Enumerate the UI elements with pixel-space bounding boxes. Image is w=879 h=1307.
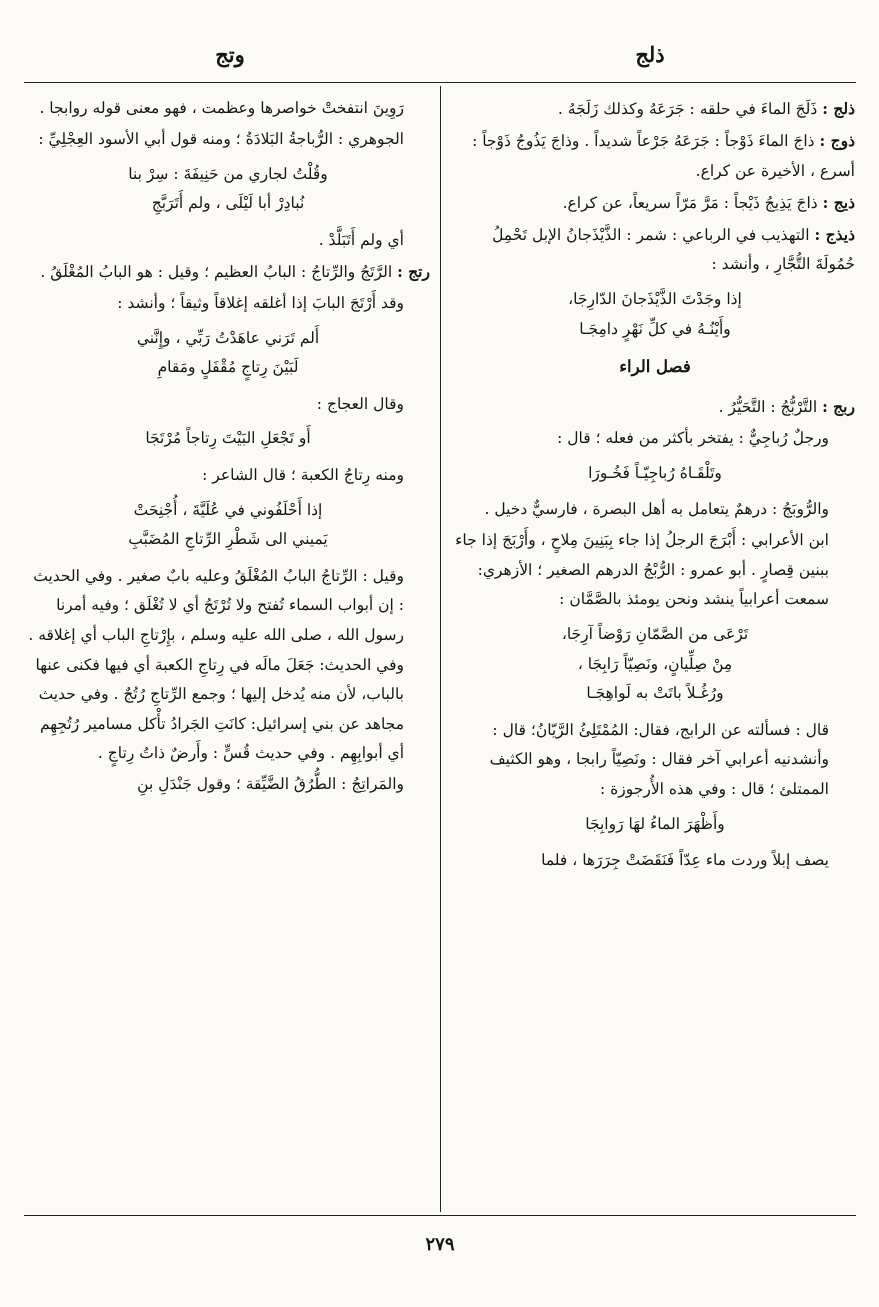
footer-rule [24,1215,856,1216]
entry-text: التَّرْبُّجُ : التَّحَيُّرُ . [718,397,818,416]
entry-text: وقال العجاج : [316,394,404,413]
verse-block [455,285,855,344]
verse-line: إذا وجَدْتَ الذَّيْذَجانَ الدّارِجَا، [568,290,742,309]
verse-line: أَلم تَرَني عاهَدْتُ رَبِّي ، وإِنَّني [136,328,320,347]
entry-text: أي ولم أَتَبَلَّدْ . [318,230,404,249]
verse-line: مِنْ صِلِّيانٍ، ونَصِيّاً رَابِجَا ، [577,654,733,673]
entry-text: يصف إبلاً وردت ماء عِدّاً فَنَقَضَتْ جِرَرَها ، فلما [541,851,829,870]
header-rule [24,82,856,83]
entry-text: التهذيب في الرباعي : شمر : الذَّيْذَجانُ الإبل تَحْمِلُ حُمُولَةَ التُّجَّارِ ، وأنشد : [492,225,855,274]
entry-paragraph [26,390,430,420]
verse-line: لَبَيْنَ رِتاجٍ مُقْفَلٍ ومَقامِ [157,358,299,377]
entry-text: ومنه رِتاجُ الكعبة ؛ قال الشاعر : [202,466,404,485]
entry-headword: ذلج : [822,99,855,118]
dictionary-entry [455,220,855,280]
verse-line: نُبادِرْ أبا لَيْلَى ، ولم أَتَرَبَّجِ [151,194,305,213]
entry-text: الجوهري : الرُّباجةُ البَلادَةُ ؛ ومنه قول أبي الأسود العِجْلِيِّ : [38,130,404,149]
entry-paragraph [26,226,430,256]
verse-block [26,324,430,383]
verse-line: وتَلْقَـاهُ رُباجِيّـاً فَخُـورَا [588,463,722,482]
entry-text: قال : فسألته عن الرابج، فقال: المُمْتَلِئُ الرَّيّانُ؛ قال : وأنشدنيه أعرابي آخر فقال : ونَصِيّاً رابجا ، وهو الكثيف الممتلئ ؛ قال : وفي هذه الأُرجوزة : [489,720,829,798]
dictionary-entry [455,188,855,219]
entry-text: ذَلَجَ الماءَ في حلقه : جَرَعَهُ وكذلك زَلَجَهُ . [557,100,818,118]
entry-text: رَوِينَ انتفختْ خواصرها وعظمت ، فهو معنى قوله روابجا . [39,99,404,117]
verse-line: وأَظْهَرَ الماءُ لهَا رَوابِجَا [585,814,725,833]
verse-block [26,496,430,555]
entry-text: الرَّتَجُ والرِّتاجُ : البابُ العظيم ؛ وقيل : هو البابُ المُغْلَقُ . [40,262,393,281]
entry-paragraph [26,125,430,155]
verse-line: وأَيْنُـهُ في كلِّ نَهْرٍ دامِجَـا [579,319,731,338]
dictionary-entry [455,94,855,125]
entry-text: ابن الأعرابي : أَبْرَجَ الرجلُ إذا جاء بِبَنِينَ مِلاحٍ ، وأَرْبَجَ إذا جاء ببنين قِصارٍ . أبو عمرو : الرُّبْجُ الدرهم الصغير ؛ الأزهري: سمعت أعرابياً ينشد ونحن يومئذ بالصَّمَّان : [455,531,829,609]
entry-text: ذاجَ الماءَ ذَوْجاً : جَرَعَهُ جَرْعاً شديداً . وذاجَ يَذُوجُ ذَوْجاً : أسرع ، الأخيرة عن كراع. [472,132,855,180]
entry-headword: ربج : [822,396,855,416]
page-number: ٢٧٩ [425,1234,455,1255]
entry-paragraph [26,461,430,491]
entry-text: وقيل : الرِّتاجُ البابُ المُغْلَقُ وعليه بابٌ صغير . وفي الحديث : إن أبواب السماء تُفتح ولا تُرْتَجُ أي لا تُغْلَق ؛ وفيه أمرنا رسول الله ، صلى الله عليه وسلم ، بإِرْتاجِ الباب أي إغلاقه . وفي الحديث: جَعَلَ مالَه في رِتاجِ الكعبة أي فيها فكنى عنها بالباب، لأن منه يُدخل إليها ؛ وجمع الرِّتاجِ رُتُجٌ . وفي حديث مجاهد عن بني إسرائيل: كانَتِ الجَرادُ تأْكل مسامير رُتُجِهِم أي أبوابِهِم . وفي حديث قُسٍّ : وأَرضٌ ذاتُ رِتاجٍ . [28,566,404,763]
left-column [26,94,430,1212]
entry-paragraph [455,526,855,615]
entry-text: والمَراتِجُ : الطُّرُقُ الضَّيِّقة ؛ وقول جَنْدَلِ بنِ [137,775,404,794]
running-header-right: ذلج [635,42,665,67]
entry-paragraph [26,94,430,124]
verse-line: أَو تَجْعَلِ البَيْتَ رِتاجاً مُرْتَجَا [145,429,311,448]
verse-line: تَرْعَى من الصَّمّانِ رَوْضاً آرِجَا، [561,625,749,643]
entry-headword: ذوج : [819,131,855,151]
dictionary-entry [455,392,855,423]
entry-paragraph [26,289,430,319]
verse-line: ورُغُـلاً باتَتْ به لَواهِجَـا [586,684,724,703]
verse-block [455,459,855,489]
entry-paragraph [455,424,855,454]
right-column [455,94,855,1212]
entry-headword: ذيج : [822,192,855,212]
entry-paragraph [455,716,855,805]
entry-headword: رتج : [397,261,430,281]
verse-block [26,160,430,219]
entry-paragraph [455,846,855,876]
entry-paragraph [455,495,855,525]
verse-line: يَميني الى شَطْرِ الرِّتاجِ المُضَبَّبِ [128,530,328,549]
section-title: فصل الراء [619,357,691,377]
verse-block [455,810,855,840]
entry-paragraph [26,770,430,800]
verse-block [455,620,855,709]
verse-block [26,424,430,454]
entry-text: ورجلٌ رُباجِيٌّ : يفتخر بأكثر من فعله ؛ قال : [557,428,829,447]
entry-text: والرُّوبَجُ : درهمٌ يتعامل به أهل البصرة ، فارسيٌّ دخيل . [484,500,829,519]
entry-text: ذاجَ يَذِيجُ ذَيْجاً : مَرَّ مَرّاً سريعاً، عن كراع. [562,193,818,212]
entry-text: وقد أَرْتَجَ البابَ إذا أغلقه إغلاقاً وثيقاً ؛ وأنشد : [117,294,404,313]
verse-line: إذا أَحْلَفُوني في عُلَيَّةَ ، أُجْنِحَتْ [133,500,323,519]
dictionary-entry [26,257,430,288]
column-divider [440,86,441,1212]
running-header-left: وتج [215,42,245,67]
verse-line: وقُلْتُ لجاري من حَنِيفَةَ : سِرْ بنا [128,164,328,183]
entry-headword: ذيذج : [814,224,855,244]
entry-paragraph [26,562,430,769]
dictionary-entry [455,126,855,186]
